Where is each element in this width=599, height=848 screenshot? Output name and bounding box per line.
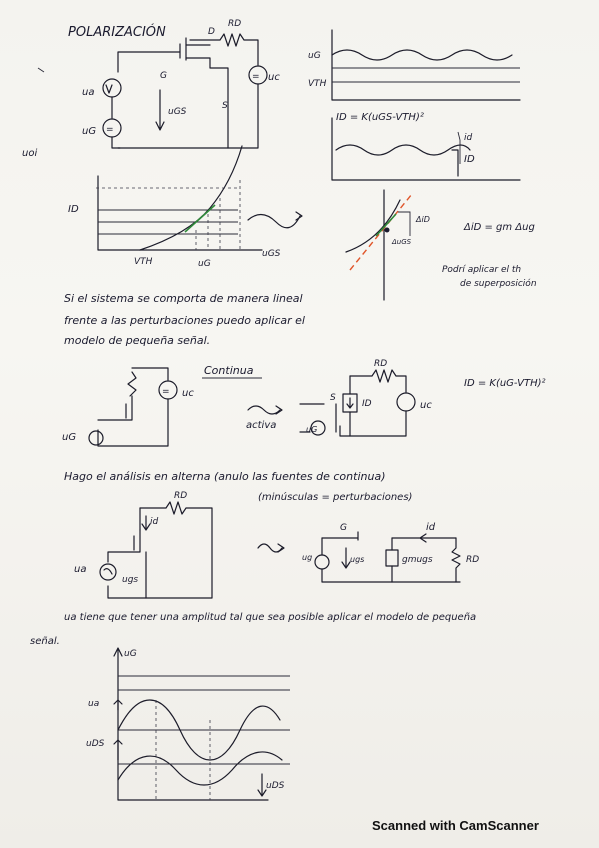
paragraph2-line1: Hago el análisis en alterna (anulo las fuentes de continua) <box>64 470 386 483</box>
label-g: G <box>160 71 167 81</box>
note-line-2: de superposición <box>460 279 537 289</box>
graph-label-ug: uG <box>308 51 321 61</box>
paragraph3-line2: señal. <box>30 636 60 647</box>
paragraph1-line2: frente a las perturbaciones puedo aplicar el <box>64 314 305 327</box>
svg-text:=: = <box>106 125 114 135</box>
scanner-watermark: Scanned with CamScanner <box>372 818 539 833</box>
ac-gm: gmugs <box>402 555 433 565</box>
continua-rd: RD <box>374 359 388 369</box>
continua-s: S <box>330 393 336 403</box>
margin-note: uoi <box>22 148 38 159</box>
paragraph3-line1: ua tiene que tener una amplitud tal que sea posible aplicar el modelo de pequeña <box>64 612 477 623</box>
label-s: S <box>222 101 228 111</box>
label-ugs: uGS <box>168 107 187 117</box>
label-uc: uc <box>268 72 280 83</box>
svg-text:=: = <box>252 72 260 82</box>
gm-equation: ΔiD = gm Δug <box>464 222 535 233</box>
ac-ug: ug <box>302 553 313 562</box>
wave-label-ug: uG <box>124 649 137 659</box>
id-formula: ID = K(uGS-VTH)² <box>336 112 424 123</box>
note-line-1: Podrí aplicar el th <box>442 265 522 275</box>
ac-id2: id <box>426 522 436 533</box>
tc-label-ugs: uGS <box>262 249 281 259</box>
continua-ug: uG <box>62 432 77 443</box>
paragraph2-line2: (minúsculas = perturbaciones) <box>258 492 413 503</box>
ug-waveform-graph <box>308 30 520 180</box>
wave-label-uds: uDS <box>266 781 285 791</box>
tc-label-ug: uG <box>198 259 211 269</box>
label-ua: ua <box>82 87 95 98</box>
continua-uc: uc <box>182 388 194 399</box>
ac-ugs: ugs <box>122 575 139 585</box>
label-ug: uG <box>82 126 97 137</box>
ac-ugs2: ugs <box>350 555 365 564</box>
wave-label-ua: ua <box>88 699 100 709</box>
paragraph1-line1: Si el sistema se comporta de manera lineal <box>64 292 303 305</box>
ac-rd: RD <box>174 491 188 501</box>
wave-label-ups: uDS <box>86 739 105 749</box>
continua-heading: Continua <box>204 364 254 377</box>
continua-id: ID <box>362 399 372 409</box>
label-big-id: ID <box>464 154 475 165</box>
tc-delta-ug: ΔuGS <box>392 238 412 246</box>
continua-uc2: uc <box>420 400 432 411</box>
ac-id: id <box>150 517 159 527</box>
ac-ua: ua <box>74 564 87 575</box>
tc-delta-id: ΔiD <box>416 215 430 224</box>
operating-point <box>385 228 390 233</box>
tc-label-vth: VTH <box>134 257 153 267</box>
ac-rd2: RD <box>466 555 480 565</box>
title: POLARIZACIÓN <box>68 25 166 40</box>
dc-analysis <box>62 359 546 446</box>
label-d: D <box>208 27 215 37</box>
label-rd: RD <box>228 19 242 29</box>
ac-g: G <box>340 523 347 533</box>
graph-label-vth: VTH <box>308 79 327 89</box>
ac-analysis <box>74 491 479 598</box>
transfer-characteristic <box>68 146 537 300</box>
tc-label-id: ID <box>68 204 79 215</box>
continua-activa: activa <box>246 420 277 431</box>
bottom-waveforms <box>86 648 290 800</box>
svg-text:=: = <box>162 387 170 397</box>
paragraph1-line3: modelo de pequeña señal. <box>64 334 211 347</box>
label-small-id: id <box>464 133 473 143</box>
continua-formula: ID = K(uG-VTH)² <box>464 378 546 389</box>
continua-ug2: uG <box>306 425 318 434</box>
